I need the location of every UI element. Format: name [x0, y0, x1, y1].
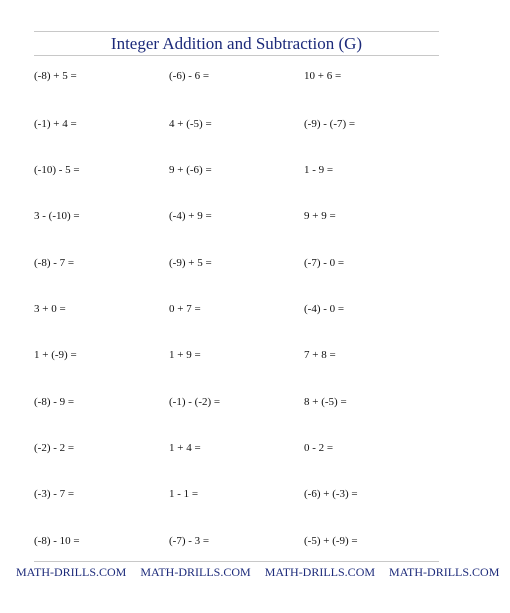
problem-item: 8 + (-5) =	[304, 396, 347, 408]
problem-item: (-4) + 9 =	[169, 210, 212, 222]
problem-item: 1 - 1 =	[169, 488, 199, 500]
problem-item: 7 + 8 =	[304, 349, 336, 361]
problem-item: 3 + 0 =	[34, 303, 66, 315]
problem-item: 1 + 4 =	[169, 442, 201, 454]
problem-item: 10 + 6 =	[304, 70, 342, 82]
problem-item: 9 + 9 =	[304, 210, 336, 222]
problem-item: 0 + 7 =	[169, 303, 201, 315]
problem-item: (-10) - 5 =	[34, 164, 80, 176]
footer-watermark	[16, 563, 500, 581]
problem-item: (-9) - (-7) =	[304, 118, 356, 130]
problem-item: 4 + (-5) =	[169, 118, 212, 130]
problem-item: (-5) + (-9) =	[304, 535, 358, 547]
problem-item: (-8) - 9 =	[34, 396, 75, 408]
problem-item: 1 + (-9) =	[34, 349, 77, 361]
problem-item: (-9) + 5 =	[169, 257, 212, 269]
problem-item: (-4) - 0 =	[304, 303, 345, 315]
problem-item: (-3) - 7 =	[34, 488, 75, 500]
problem-item: (-2) - 2 =	[34, 442, 75, 454]
watermark-text: MATH-DRILLS.COM	[16, 565, 127, 579]
problem-item: (-1) + 4 =	[34, 118, 77, 130]
problem-item: (-8) - 7 =	[34, 257, 75, 269]
problem-item: 1 - 9 =	[304, 164, 334, 176]
footer-watermark-track	[16, 563, 510, 581]
watermark-text: MATH-DRILLS.COM	[389, 565, 500, 579]
problem-item: 1 + 9 =	[169, 349, 201, 361]
watermark-text: MATH-DRILLS.COM	[264, 565, 376, 579]
problem-item: (-6) + (-3) =	[304, 488, 358, 500]
problem-item: (-7) - 3 =	[169, 535, 210, 547]
watermark-text: MATH-DRILLS.COM	[140, 565, 251, 579]
footer-rule	[34, 561, 439, 562]
problem-item: (-6) - 6 =	[169, 70, 210, 82]
problem-item: (-8) - 10 =	[34, 535, 80, 547]
problem-item: 9 + (-6) =	[169, 164, 212, 176]
problem-item: (-7) - 0 =	[304, 257, 345, 269]
problem-item: (-8) + 5 =	[34, 70, 77, 82]
worksheet-title: Integer Addition and Subtraction (G)	[110, 34, 363, 53]
problem-item: (-1) - (-2) =	[169, 396, 221, 408]
problem-item: 3 - (-10) =	[34, 210, 80, 222]
problem-item: 0 - 2 =	[304, 442, 334, 454]
